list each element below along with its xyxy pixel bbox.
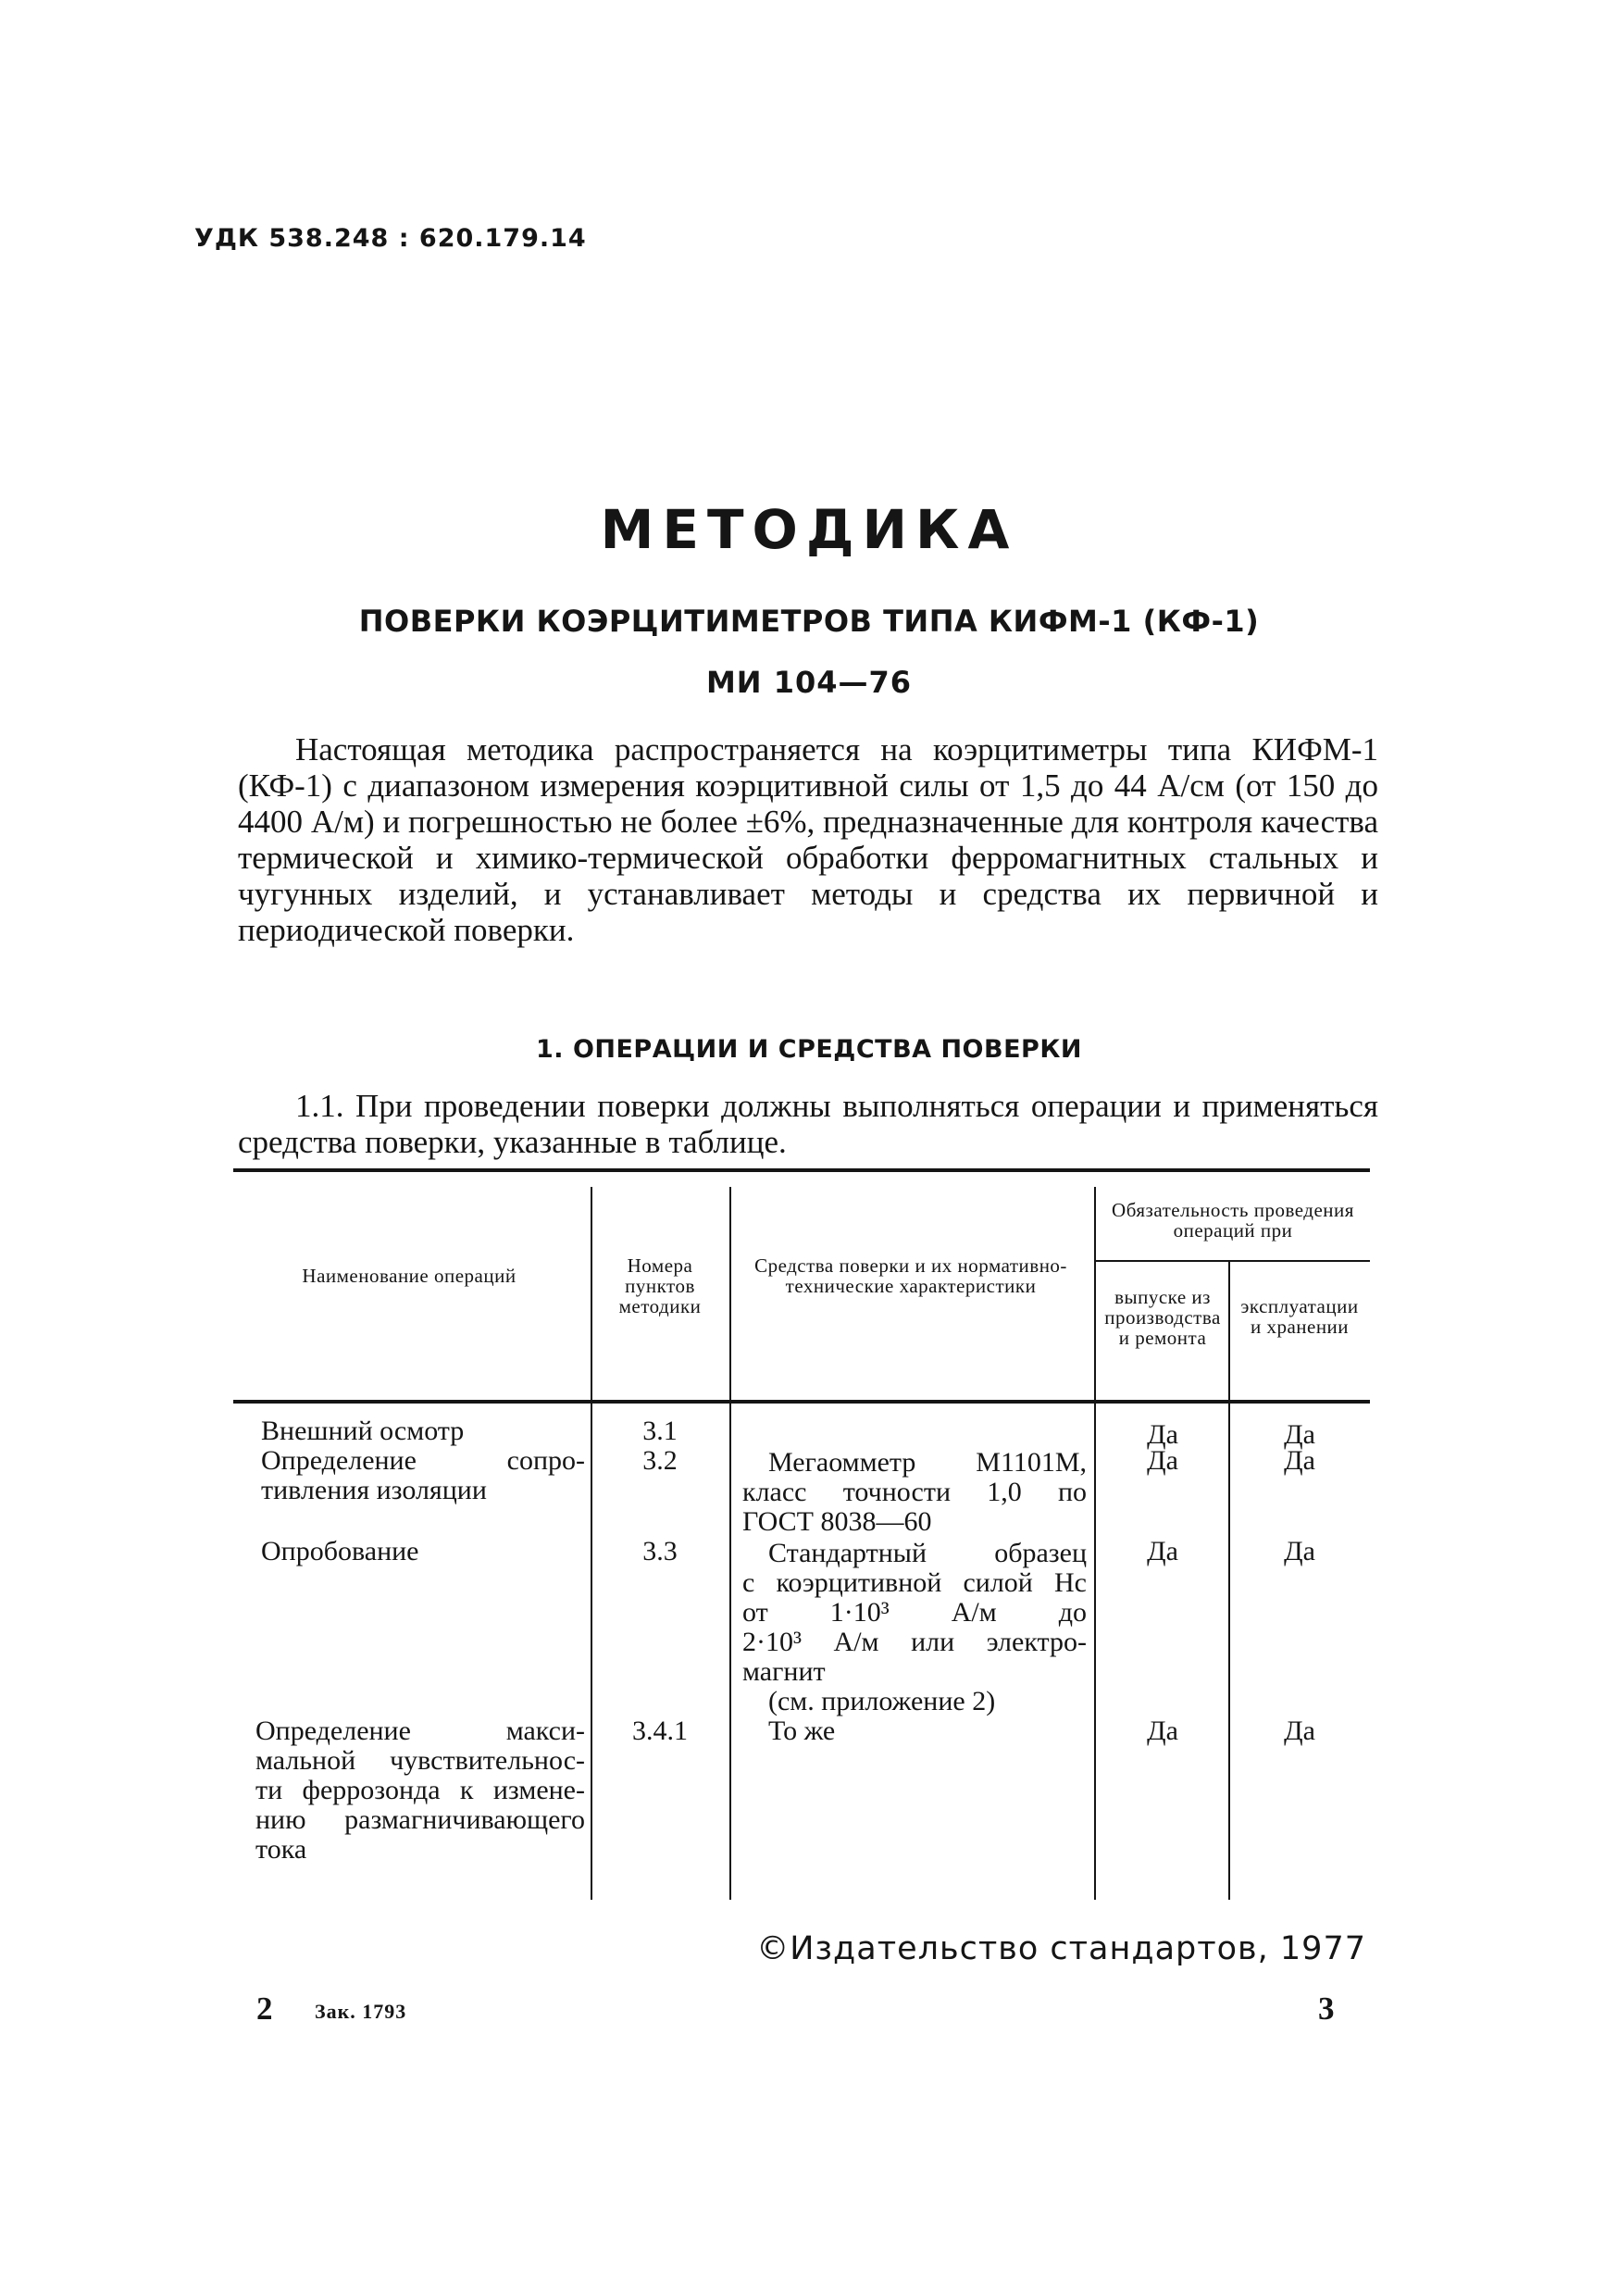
operation-name-cell: Внешний осмотр: [261, 1416, 465, 1446]
verification-table: [233, 1168, 1370, 1909]
operation-name-cell: Определение макси- мальной чувствительнос- ти феррозонда к измене- нию размагничивающего тока: [255, 1716, 585, 1865]
point-cell: 3.4.1: [632, 1716, 688, 1746]
point-cell: 3.2: [642, 1445, 678, 1476]
release-cell: Да: [1147, 1536, 1178, 1566]
udk-code: УДК 538.248 : 620.179.14: [194, 224, 587, 253]
table-top-rule: [233, 1168, 1370, 1172]
table-group-rule: [1094, 1260, 1370, 1262]
table-col-divider: [591, 1187, 592, 1900]
point-cell: 3.1: [642, 1416, 678, 1446]
header-operation-name: Наименование операций: [302, 1265, 517, 1287]
header-release: выпуске из производства и ремонта: [1104, 1286, 1221, 1349]
means-cell: Мегаомметр М1101М, класс точности 1,0 по ГОСТ 8038—60: [742, 1447, 1087, 1537]
document-code: МИ 104—76: [705, 665, 913, 700]
paragraph-1-1: 1.1. При проведении поверки должны выполняться операции и применяться средства поверки, указанные в таблице.: [238, 1088, 1378, 1160]
release-cell: Да: [1147, 1419, 1178, 1450]
operation-name-cell: Определение сопро- тивления изоляции: [261, 1445, 585, 1505]
operation-name-cell: Опробование: [261, 1536, 419, 1566]
order-number: Зак. 1793: [315, 2000, 407, 2023]
point-cell: 3.3: [642, 1536, 678, 1566]
operation-cell: Да: [1284, 1419, 1315, 1450]
header-means: Средства поверки и их нормативно-технические характеристики: [754, 1254, 1067, 1297]
document-title: МЕТОДИКА: [600, 498, 1018, 561]
release-cell: Да: [1147, 1716, 1178, 1746]
operation-cell: Да: [1284, 1536, 1315, 1566]
table-col-divider: [1094, 1187, 1096, 1900]
table-col-divider: [1228, 1261, 1230, 1900]
table-header-rule: [233, 1400, 1370, 1404]
means-cell: Стандартный образец с коэрцитивной силой Hc от 1·10³ А/м до 2·10³ А/м или электро- магнит (см. приложение 2): [742, 1538, 1087, 1716]
release-cell: Да: [1147, 1445, 1178, 1476]
page-number-right: 3: [1318, 1990, 1335, 2027]
operation-cell: Да: [1284, 1445, 1315, 1476]
header-obligation: Обязательность проведения операций при: [1112, 1199, 1354, 1242]
means-cell: То же: [768, 1716, 836, 1746]
operation-cell: Да: [1284, 1716, 1315, 1746]
header-operation: эксплуатации и хранении: [1240, 1295, 1359, 1338]
intro-paragraph: Настоящая методика распространяется на коэрцитиметры типа КИФМ-1 (КФ-1) с диапазоном измерения коэрцитивной силы от 1,5 до 44 А/см (от 150 до 4400 А/м) и погрешностью не более ±6%, предназначенные для контроля качества термической и химико-термической обработки ферромагнитных стальных и чугунных изделий, и устанавливает методы и средства их первичной и периодической поверки.: [238, 731, 1378, 948]
copyright-notice: ©Издательство стандартов, 1977: [756, 1930, 1366, 1967]
header-method-points: Номера пунктов методики: [618, 1254, 702, 1317]
table-col-divider: [729, 1187, 731, 1900]
page-number-left: 2: [256, 1990, 273, 2027]
section-heading: 1. ОПЕРАЦИИ И СРЕДСТВА ПОВЕРКИ: [536, 1035, 1082, 1064]
document-subtitle: ПОВЕРКИ КОЭРЦИТИМЕТРОВ ТИПА КИФМ-1 (КФ-1): [358, 604, 1260, 639]
